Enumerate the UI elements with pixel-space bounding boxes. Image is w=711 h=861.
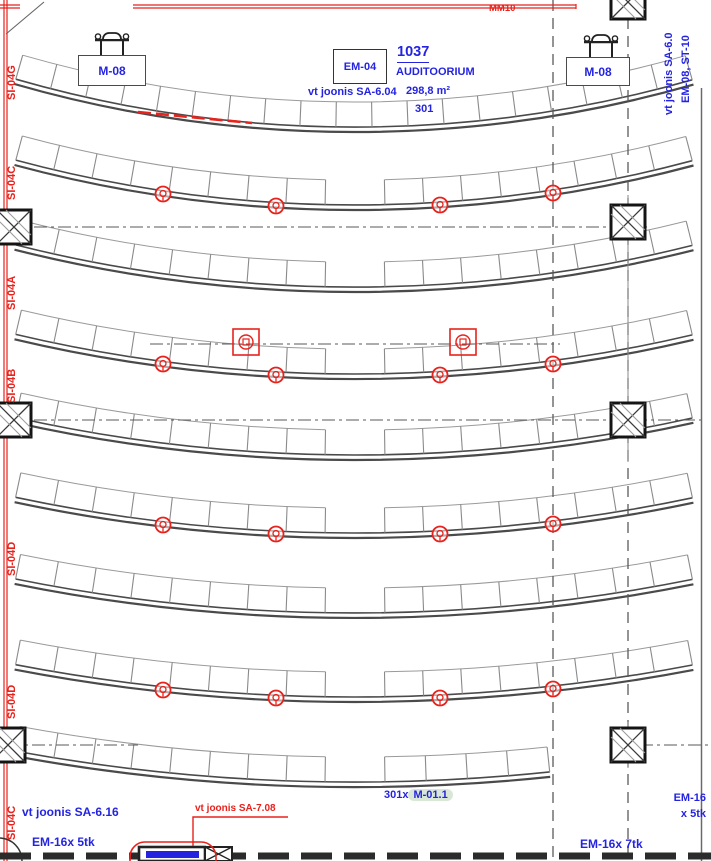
marker-mm10: MM10 — [489, 3, 516, 14]
socket-symbol — [156, 518, 171, 533]
column-marker — [611, 403, 645, 437]
floor-box-symbol — [450, 329, 476, 355]
wall-tag-si04d-1: SI-04D — [6, 541, 18, 576]
socket-symbol — [546, 357, 561, 372]
ref-drawing-red: vt joonis SA-7.08 — [195, 803, 276, 814]
socket-symbol — [433, 527, 448, 542]
socket-symbol — [269, 199, 284, 214]
wall-tag-si04a: SI-04A — [6, 275, 18, 310]
ref-drawing-top: vt joonis SA-6.04 — [308, 86, 397, 98]
socket-symbol — [433, 691, 448, 706]
socket-symbol — [156, 357, 171, 372]
ref-drawing-bottom-left: vt joonis SA-6.16 — [22, 805, 119, 819]
wall-tag-si04c: SI-04C — [6, 165, 18, 200]
wall-tag-si04c-2: SI-04C — [6, 805, 18, 840]
column-marker — [611, 0, 645, 19]
grid-lines — [8, 0, 711, 861]
socket-symbol — [546, 186, 561, 201]
seat-count-label — [384, 789, 453, 801]
seating-bands — [14, 55, 693, 787]
em16-left-note: EM-16x 5tk — [32, 835, 95, 849]
socket-symbol — [433, 368, 448, 383]
column-marker — [611, 205, 645, 239]
socket-symbol — [269, 368, 284, 383]
column-marker — [0, 403, 31, 437]
projector-tag-right: M-08 — [566, 57, 630, 86]
seat-type-tag: M-01.1 — [408, 789, 452, 801]
em16-right-line2: x 5tk — [680, 807, 706, 820]
socket-symbol — [269, 527, 284, 542]
wall-tag-si04b: SI-04B — [6, 368, 18, 403]
red-leader-line — [193, 817, 288, 846]
right-note-ref: vt joonis SA-6.0 — [663, 32, 675, 115]
socket-symbol — [546, 682, 561, 697]
equipment-tag-em04: EM-04 — [333, 49, 387, 84]
column-marker — [611, 728, 645, 762]
seat-count-prefix: 301x — [384, 789, 409, 801]
floor-box-symbol — [233, 329, 259, 355]
column-marker — [0, 210, 31, 244]
socket-symbol — [269, 691, 284, 706]
projector-tag-left: M-08 — [78, 55, 146, 86]
em16-bottom-note: EM-16x 7tk — [580, 837, 643, 851]
socket-symbol — [546, 517, 561, 532]
socket-symbol — [156, 187, 171, 202]
device-blue-bar — [146, 851, 199, 858]
em16-right-note — [658, 791, 706, 823]
socket-symbol — [156, 683, 171, 698]
column-marker — [0, 728, 25, 762]
wall-tag-si04d-2: SI-04D — [6, 684, 18, 719]
room-name: AUDITOORIUM — [396, 66, 475, 78]
socket-symbol — [433, 198, 448, 213]
room-area: 298,8 m² — [406, 85, 451, 97]
wall-tag-si04g: SI-04G — [6, 65, 18, 100]
room-number: 1037 — [397, 45, 429, 63]
room-code: 301 — [415, 103, 434, 115]
em16-right-line1: EM-16 — [673, 792, 706, 804]
right-note-em08: EM-08, ST-10 — [680, 35, 692, 103]
